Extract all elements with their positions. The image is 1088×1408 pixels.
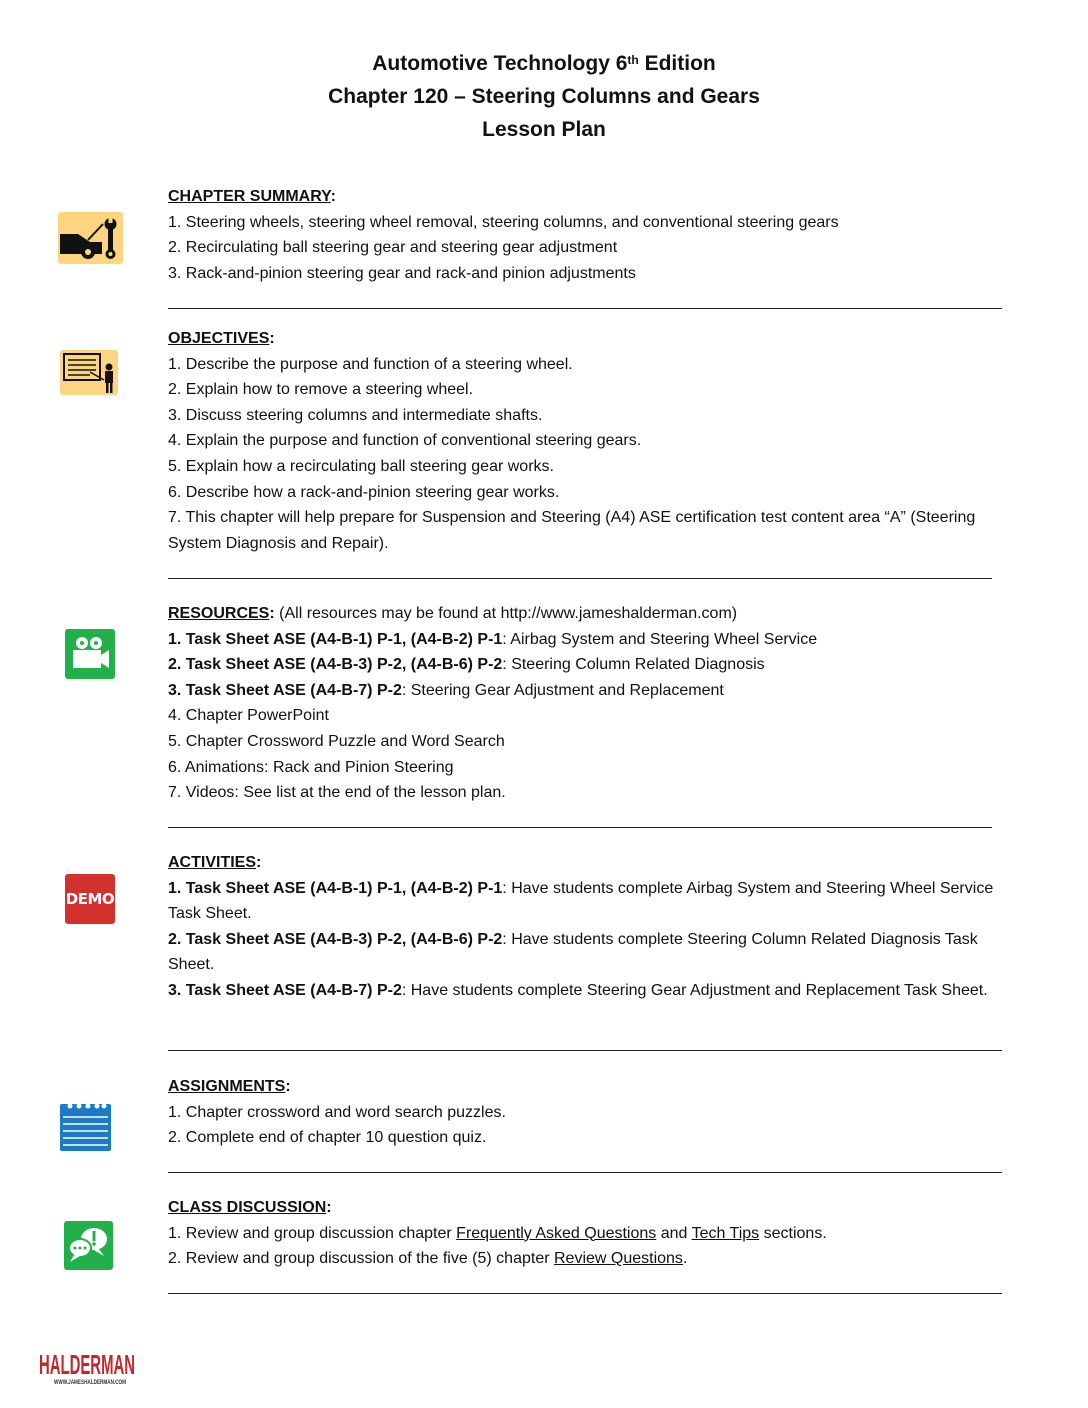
- halderman-logo: [38, 1348, 136, 1386]
- section-heading: ASSIGNMENTS:: [168, 1078, 291, 1095]
- video-camera-icon: [65, 629, 115, 679]
- list-item: 3. Rack-and-pinion steering gear and rack-and pinion adjustments: [168, 264, 636, 282]
- list-item: 3. Task Sheet ASE (A4-B-7) P-2: Steering Gear Adjustment and Replacement: [168, 681, 724, 699]
- list-item: 5. Explain how a recirculating ball steering gear works.: [168, 457, 554, 475]
- chapter-title: Chapter 120 – Steering Columns and Gears: [328, 85, 760, 108]
- divider: [168, 578, 992, 579]
- class-discussion-section: [168, 1195, 1008, 1272]
- objectives-section: [168, 326, 1008, 556]
- teacher-board-icon: [60, 350, 118, 395]
- list-item: 2. Task Sheet ASE (A4-B-3) P-2, (A4-B-6) P-2: Steering Column Related Diagnosis: [168, 656, 765, 674]
- list-item: 3. Task Sheet ASE (A4-B-7) P-2: Have students complete Steering Gear Adjustment and Replacement Task Sheet.: [168, 981, 988, 999]
- list-item: 1. Review and group discussion chapter Frequently Asked Questions and Tech Tips sections.: [168, 1224, 827, 1242]
- resources-note: (All resources may be found at http://www.jameshalderman.com): [274, 605, 738, 622]
- list-item: 1. Task Sheet ASE (A4-B-1) P-1, (A4-B-2) P-1: Have students complete Airbag System and Steering Wheel Service Task Sheet.: [168, 879, 994, 923]
- divider: [168, 827, 992, 828]
- list-item: 5. Chapter Crossword Puzzle and Word Search: [168, 732, 505, 750]
- section-heading: CHAPTER SUMMARY:: [168, 188, 336, 205]
- list-item: 7. Videos: See list at the end of the lesson plan.: [168, 784, 506, 802]
- list-item: 1. Describe the purpose and function of a steering wheel.: [168, 355, 573, 373]
- section-heading: CLASS DISCUSSION:: [168, 1199, 332, 1216]
- list-item: 1. Steering wheels, steering wheel removal, steering columns, and conventional steering gears: [168, 213, 839, 231]
- list-item: 3. Discuss steering columns and intermediate shafts.: [168, 406, 543, 424]
- resources-section: [168, 601, 1008, 806]
- section-heading: OBJECTIVES:: [168, 330, 275, 347]
- list-item: 7. This chapter will help prepare for Suspension and Steering (A4) ASE certification test content area “A” (Steering System Diagnosis and Repair).: [168, 509, 976, 552]
- lesson-plan-title: Lesson Plan: [482, 118, 606, 141]
- title-line1: Automotive Technology 6: [372, 52, 628, 75]
- section-heading: ACTIVITIES:: [168, 854, 262, 871]
- faq-link[interactable]: Frequently Asked Questions: [456, 1224, 657, 1242]
- divider: [168, 1172, 1002, 1173]
- list-item: 4. Explain the purpose and function of conventional steering gears.: [168, 432, 642, 450]
- list-item: 1. Chapter crossword and word search puzzles.: [168, 1103, 506, 1121]
- list-item: 1. Task Sheet ASE (A4-B-1) P-1, (A4-B-2) P-1: Airbag System and Steering Wheel Service: [168, 630, 818, 648]
- list-item: 2. Review and group discussion of the five (5) chapter Review Questions.: [168, 1250, 688, 1268]
- discussion-icon: [64, 1221, 113, 1270]
- title-sup: th: [627, 53, 639, 67]
- review-questions-link[interactable]: Review Questions: [553, 1250, 683, 1268]
- chapter-summary-section: [168, 184, 1008, 286]
- assignments-section: [168, 1074, 1008, 1151]
- divider: [168, 308, 1002, 309]
- list-item: 2. Recirculating ball steering gear and steering gear adjustment: [168, 239, 618, 257]
- car-repair-icon: [58, 212, 123, 264]
- tech-tips-link[interactable]: Tech Tips: [691, 1224, 760, 1242]
- demo-icon: DEMO: [65, 874, 115, 924]
- activities-section: [168, 850, 1008, 1004]
- list-item: 2. Explain how to remove a steering wheel.: [168, 381, 474, 399]
- document-title: [0, 47, 1088, 146]
- list-item: 2. Complete end of chapter 10 question quiz.: [168, 1129, 487, 1147]
- list-item: 2. Task Sheet ASE (A4-B-3) P-2, (A4-B-6) P-2: Have students complete Steering Column Related Diagnosis Task Sheet.: [168, 930, 978, 974]
- divider: [168, 1050, 1002, 1051]
- svg-text:WWW.JAMESHALDERMAN.COM: WWW.JAMESHALDERMAN.COM: [54, 1380, 126, 1386]
- svg-text:HALDERMAN: HALDERMAN: [39, 1349, 135, 1380]
- list-item: 6. Describe how a rack-and-pinion steering gear works.: [168, 483, 560, 501]
- title-line1-post: Edition: [638, 52, 716, 75]
- notepad-icon: [60, 1101, 111, 1151]
- list-item: 6. Animations: Rack and Pinion Steering: [168, 758, 454, 776]
- list-item: 4. Chapter PowerPoint: [168, 707, 329, 725]
- section-heading: RESOURCES: (All resources may be found at http://www.jameshalderman.com): [168, 605, 738, 622]
- divider: [168, 1293, 1002, 1294]
